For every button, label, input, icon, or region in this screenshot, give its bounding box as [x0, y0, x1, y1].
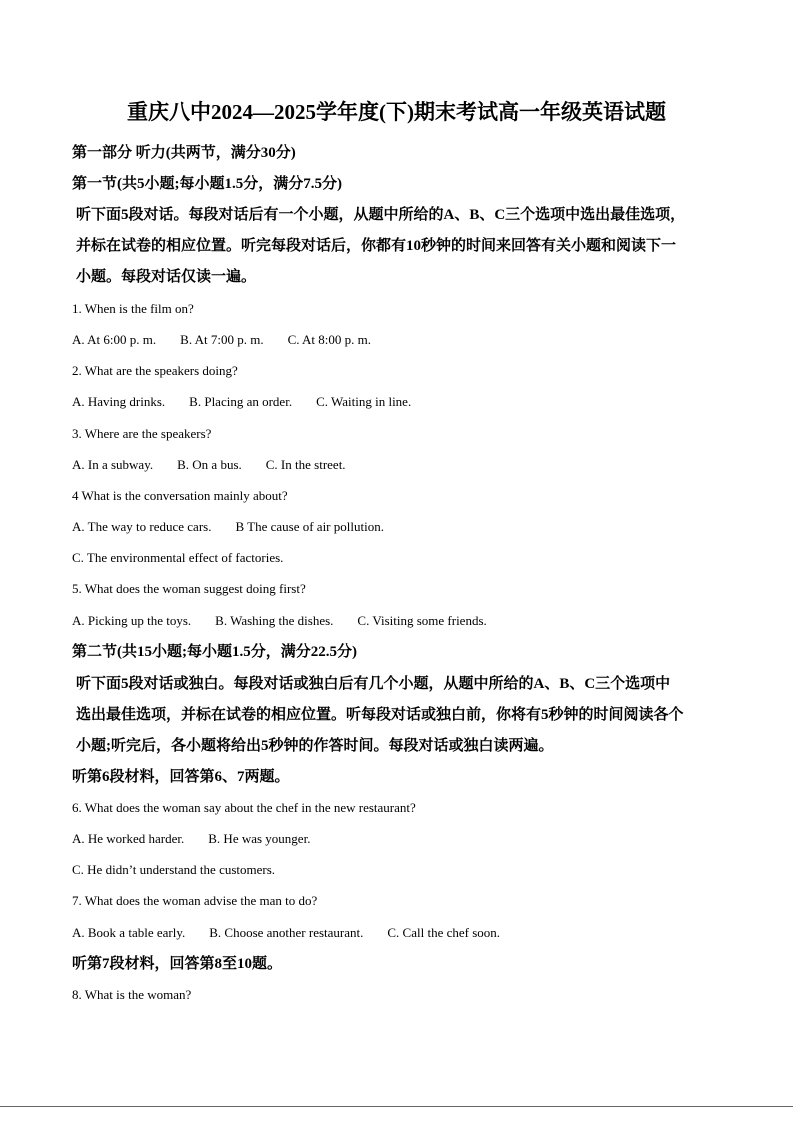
question-1-options — [72, 331, 395, 349]
option-a: A. Book a table early. — [72, 925, 186, 940]
material-6-heading: 听第6段材料，回答第6、7两题。 — [72, 769, 290, 785]
question-5: 5. What does the woman suggest doing first? — [72, 581, 306, 596]
question-6-options — [72, 830, 334, 848]
option-a: A. At 6:00 p. m. — [72, 332, 157, 347]
section1-instruction-line: 并标在试卷的相应位置。听完每段对话后，你都有10秒钟的时间来回答有关小题和阅读下一 — [76, 238, 677, 254]
section1-instruction-line: 小题。每段对话仅读一遍。 — [76, 269, 257, 285]
question-6: 6. What does the woman say about the chef in the new restaurant? — [72, 800, 416, 815]
option-c: C. Call the chef soon. — [387, 925, 501, 940]
option-b: B. On a bus. — [177, 457, 242, 472]
option-b: B The cause of air pollution. — [235, 519, 384, 534]
option-c: C. In the street. — [265, 457, 346, 472]
option-a: A. The way to reduce cars. — [72, 519, 212, 534]
section2-instruction-line: 听下面5段对话或独白。每段对话或独白后有几个小题，从题中所给的A、B、C三个选项中 — [76, 676, 671, 692]
question-8: 8. What is the woman? — [72, 987, 192, 1002]
option-b: B. At 7:00 p. m. — [180, 332, 264, 347]
question-2: 2. What are the speakers doing? — [72, 363, 238, 378]
option-a: A. Picking up the toys. — [72, 613, 192, 628]
question-3: 3. Where are the speakers? — [72, 426, 212, 441]
option-b: B. He was younger. — [208, 831, 311, 846]
section2-heading: 第二节(共15小题;每小题1.5分，满分22.5分) — [72, 644, 357, 660]
option-c: C. At 8:00 p. m. — [287, 332, 372, 347]
question-4-options — [72, 518, 408, 536]
question-7-options — [72, 924, 524, 942]
material-7-heading: 听第7段材料，回答第8至10题。 — [72, 956, 283, 972]
section2-instruction-line: 小题;听完后，各小题将给出5秒钟的作答时间。每段对话或独白读两遍。 — [76, 738, 554, 754]
question-7: 7. What does the woman advise the man to do? — [72, 893, 318, 908]
question-4-option-c: C. The environmental effect of factories. — [72, 550, 284, 565]
option-c: C. Visiting some friends. — [357, 613, 487, 628]
option-a: A. He worked harder. — [72, 831, 185, 846]
question-3-options — [72, 456, 370, 474]
question-1: 1. When is the film on? — [72, 301, 194, 316]
part1-heading: 第一部分 听力(共两节，满分30分) — [72, 145, 296, 161]
option-b: B. Placing an order. — [189, 394, 293, 409]
option-a: A. Having drinks. — [72, 394, 166, 409]
question-2-options — [72, 393, 435, 411]
option-b: B. Washing the dishes. — [215, 613, 334, 628]
section1-heading: 第一节(共5小题;每小题1.5分，满分7.5分) — [72, 176, 342, 192]
page-divider — [0, 1106, 793, 1107]
question-5-options — [72, 612, 511, 630]
page-title: 重庆八中2024—2025学年度(下)期末考试高一年级英语试题 — [127, 100, 666, 124]
option-b: B. Choose another restaurant. — [209, 925, 364, 940]
option-a: A. In a subway. — [72, 457, 154, 472]
question-4: 4 What is the conversation mainly about? — [72, 488, 288, 503]
option-c: C. Waiting in line. — [316, 394, 412, 409]
section2-instruction-line: 选出最佳选项，并标在试卷的相应位置。听每段对话或独白前，你将有5秒钟的时间阅读各个 — [76, 707, 684, 723]
question-6-option-c: C. He didn’t understand the customers. — [72, 862, 276, 877]
section1-instruction-line: 听下面5段对话。每段对话后有一个小题，从题中所给的A、B、C三个选项中选出最佳选项， — [76, 207, 686, 223]
